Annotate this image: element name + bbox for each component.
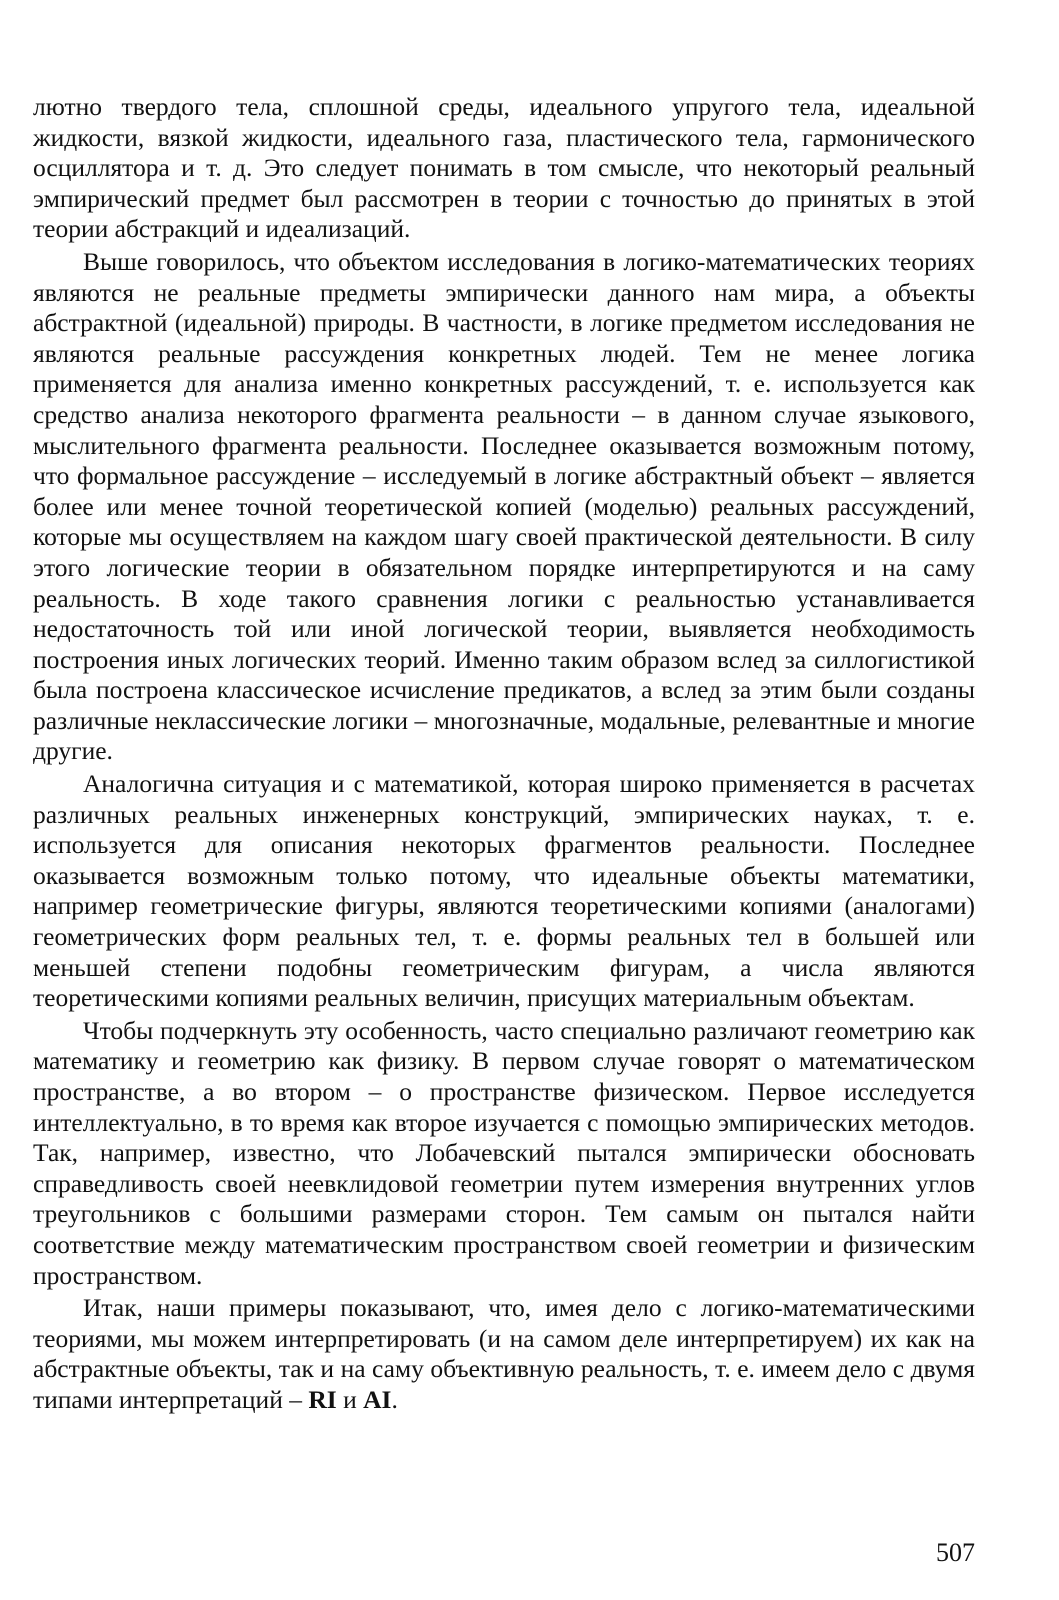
body-text [33, 92, 975, 1418]
paragraph-logic: Выше говорилось, что объектом исследования в логико-математических теориях являются не реальные предметы эмпирически данного нам мира, а объекты абстрактной (идеальной) природы. В частности, в логике предметом исследования не являются реальные рассуждения конкретных людей. Тем не менее логика применяется для анализа именно конкретных рассуждений, т. е. используется как средство анализа некоторого фрагмента реальности – в данном случае языкового, мыслительного фрагмента реальности. Последнее оказывается возможным потому, что формальное рассуждение – исследуемый в логике абстрактный объект – является более или менее точной теоретической копией (моделью) реальных рассуждений, которые мы осуществляем на каждом шагу своей практической деятельности. В силу этого логические теории в обязательном порядке интерпретируются и на саму реальность. В ходе такого сравнения логики с реальностью устанавливается недостаточность той или иной логической теории, выявляется необходимость построения иных логических теорий. Именно таким образом вслед за силлогистикой была построена классическое исчисление предикатов, а вслед за этим были созданы различные неклассические логики – многозначные, модальные, релевантные и многие другие. [33, 246, 975, 766]
term-ai: AI [363, 1384, 392, 1414]
conclusion-end: . [391, 1384, 398, 1414]
paragraph-conclusion [33, 1293, 975, 1415]
paragraph-mathematics: Аналогична ситуация и с математикой, которая широко применяется в расчетах различных реальных инженерных конструкций, эмпирических науках, т. е. используется для описания некоторых фрагментов реальности. Последнее оказывается возможным только потому, что идеальные объекты математики, например геометрические фигуры, являются теоретическими копиями (аналогами) геометрических форм реальных тел, т. е. формы реальных тел в большей или меньшей степени подобны геометрическим фигурам, а числа являются теоретическими копиями реальных величин, присущих материальным объектам. [33, 769, 975, 1013]
term-ri: RI [308, 1384, 337, 1414]
paragraph-geometry: Чтобы подчеркнуть эту особенность, часто специально различают геометрию как математику и геометрию как физику. В первом случае говорят о математическом пространстве, а во втором – о пространстве физическом. Первое исследуется интеллектуально, в то время как второе изучается с помощью эмпирических методов. Так, например, известно, что Лобачевский пытался эмпирически обосновать справедливость своей неевклидовой геометрии путем измерения внутренних углов треугольников с большими размерами сторон. Тем самым он пытался найти соответствие между математическим пространством своей геометрии и физическим пространством. [33, 1015, 975, 1290]
page-number: 507 [936, 1538, 975, 1567]
paragraph-continued: лютно твердого тела, сплошной среды, идеального упругого тела, идеальной жидкости, вязкой жидкости, идеального газа, пластического тела, гармонического осциллятора и т. д. Это следует понимать в том смысле, что некоторый реальный эмпирический предмет был рассмотрен в теории с точностью до принятых в этой теории абстракций и идеализаций. [33, 92, 975, 244]
conclusion-conjunction: и [336, 1384, 364, 1414]
conclusion-text: Итак, наши примеры показывают, что, имея дело с логико-математическими теориями, мы можем интерпретировать (и на самом деле интерпретируем) их как на абстрактные объекты, так и на саму объективную реальность, т. е. имеем дело с двумя типами интерпретаций – [33, 1293, 975, 1414]
